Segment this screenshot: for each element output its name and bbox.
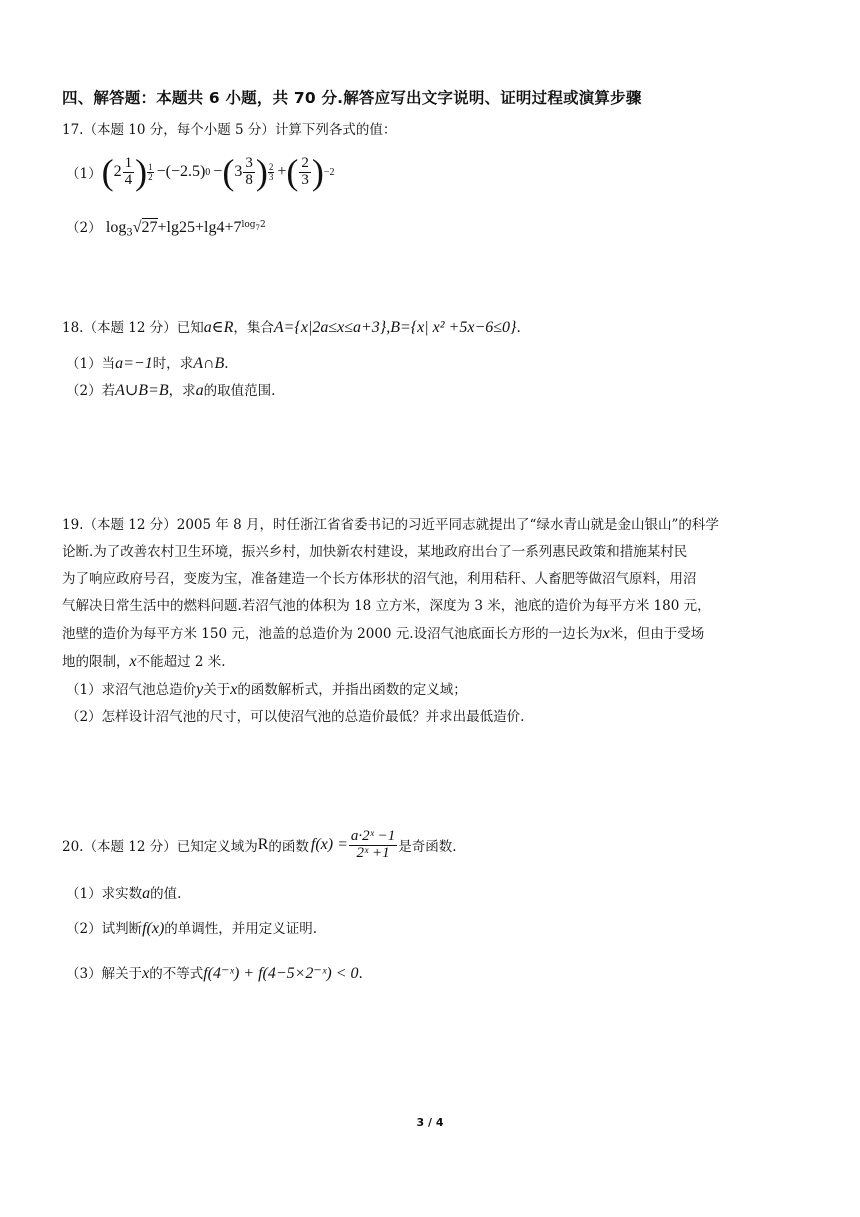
q17-part1: （1） ( 2 $\frac{1}{4}$ ) 1 2 −(−2.5) 0 − ( 3 $\frac{3}{8}$ ) 2 3 + ( $\frac{2}{3}$ ) −2: [66, 152, 335, 192]
q20-part1: （1）求实数a的值.: [66, 885, 182, 902]
q20-header: 20.（本题 12 分）已知定义域为 R 的函数 f(x) = $\frac{\text{a·2ˣ −1}}{\text{2ˣ +1}}$ 是奇函数.: [62, 827, 457, 861]
q17-header: 17.（本题 10 分，每个小题 5 分）计算下列各式的值：: [62, 122, 397, 138]
q18-header: 18.（本题 12 分）已知a∈R，集合A={x|2a≤x≤a+3},B={x| x² +5x−6≤0}.: [62, 319, 521, 336]
q18-part1: （1）当a=−1时，求A∩B.: [66, 355, 229, 372]
page-number: 3 / 4: [416, 1116, 444, 1129]
q18-part2: （2）若A∪B=B，求a的取值范围.: [66, 382, 276, 399]
section-title: 四、解答题：本题共 6 小题，共 70 分.解答应写出文字说明、证明过程或演算步骤: [62, 89, 642, 107]
q20-part2: （2）试判断f(x)的单调性，并用定义证明.: [66, 920, 318, 937]
q17-p1-label: （1）: [66, 166, 102, 182]
q19-body: 19.（本题 12 分）2005 年 8 月，时任浙江省省委书记的习近平同志就提出了“绿水青山就是金山银山”的科学 论断.为了改善农村卫生环境，振兴乡村，加快新农村建设，某地政府出台了一系列惠民政策和措施某村民 为了响应政府号召，变废为宝，准备建造一个长方体形状的沼气池，利用秸秆、人畜肥等做沼气原料，用沼 气解决日常生活中的燃料问题.若沼气池的体积为 18 立方米，深度为 3 米，池底的造价为每平方米 180 元， 池壁的造价为每平方米 150 元，池盖的总造价为 2000 元.设沼气池底面长方形的一边长为x米，但由于受场 地的限制，x不能超过 2 米.: [62, 517, 719, 670]
q20-part3: （3）解关于x的不等式f(4⁻ˣ) + f(4−5×2⁻ˣ) < 0.: [66, 965, 363, 982]
q19-part1: （1）求沼气池总造价y关于x的函数解析式，并指出函数的定义域；: [66, 681, 467, 698]
q17-part2: （2） $\log_3√27+\lg 25+\lg 4+7^{log_72}$: [66, 219, 266, 239]
q19-part2: （2）怎样设计沼气池的尺寸，可以使沼气池的总造价最低？并求出最低造价.: [66, 709, 525, 725]
